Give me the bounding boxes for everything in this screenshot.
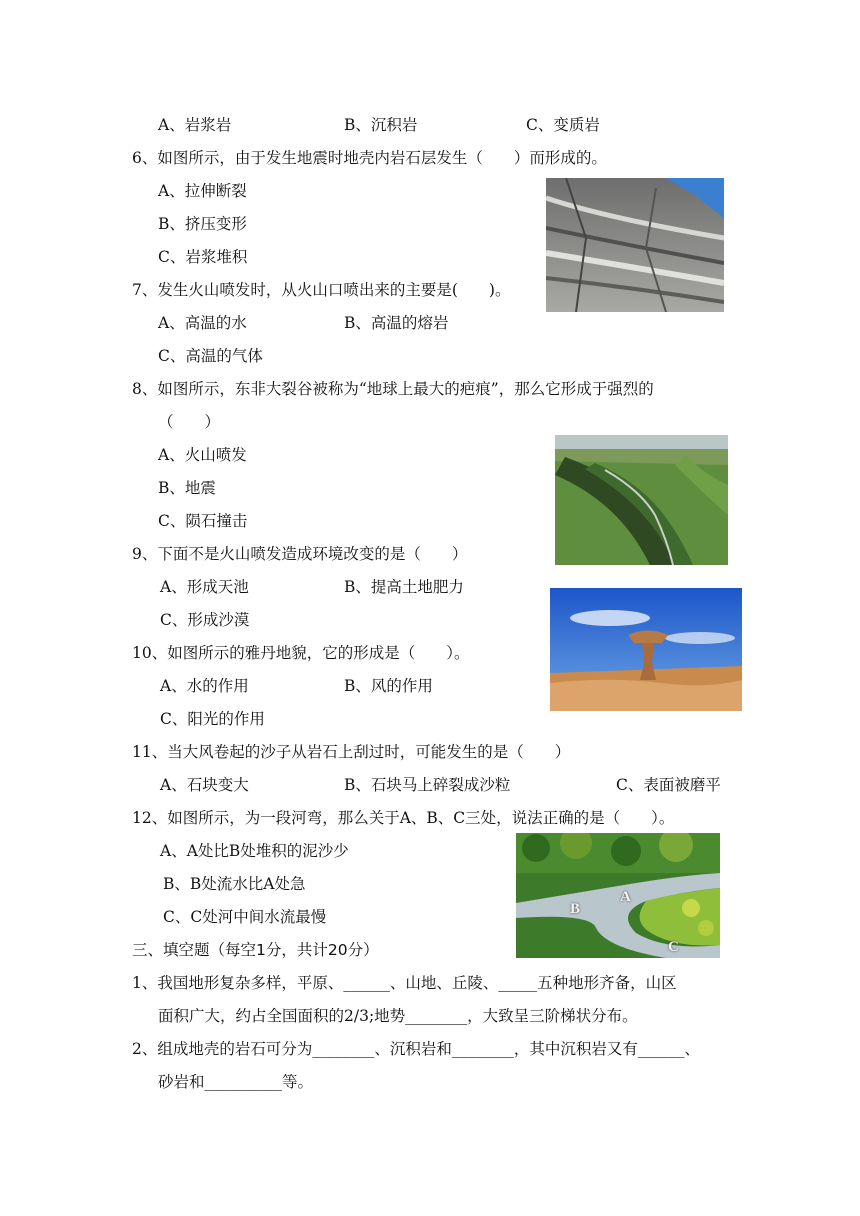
q6-option-b: B、挤压变形 bbox=[158, 215, 247, 233]
q5-option-c: C、变质岩 bbox=[526, 116, 600, 134]
q7-option-b: B、高温的熔岩 bbox=[344, 314, 449, 332]
q11-stem: 11、当大风卷起的沙子从岩石上刮过时，可能发生的是（ ） bbox=[132, 743, 571, 761]
q10-option-b: B、风的作用 bbox=[344, 677, 433, 695]
river-bend-photo bbox=[516, 833, 720, 958]
q5-option-b: B、沉积岩 bbox=[344, 116, 418, 134]
rock-strata-photo bbox=[546, 178, 724, 312]
q5-option-a: A、岩浆岩 bbox=[158, 116, 232, 134]
q12-stem: 12、如图所示，为一段河弯，那么关于A、B、C三处，说法正确的是（ ）。 bbox=[132, 809, 675, 827]
river-label-a: A bbox=[620, 889, 631, 905]
q11-option-b: B、石块马上碎裂成沙粒 bbox=[344, 776, 511, 794]
q9-option-a: A、形成天池 bbox=[160, 578, 249, 596]
q10-stem: 10、如图所示的雅丹地貌，它的形成是（ ）。 bbox=[132, 644, 470, 662]
q7-option-c: C、高温的气体 bbox=[158, 347, 263, 365]
yardang-landform-photo bbox=[550, 588, 742, 711]
q9-option-b: B、提高土地肥力 bbox=[344, 578, 464, 596]
q11-option-c: C、表面被磨平 bbox=[616, 776, 721, 794]
q6-option-c: C、岩浆堆积 bbox=[158, 248, 248, 266]
q10-option-a: A、水的作用 bbox=[160, 677, 249, 695]
fill1-line1: 1、我国地形复杂多样，平原、______、山地、丘陵、_____五种地形齐备，山区 bbox=[132, 974, 677, 992]
q12-option-b: B、B处流水比A处急 bbox=[163, 875, 306, 893]
section-3-title: 三、填空题（每空1分，共计20分） bbox=[132, 941, 379, 959]
rift-valley-photo bbox=[555, 435, 728, 565]
q12-option-c: C、C处河中间水流最慢 bbox=[163, 908, 327, 926]
q10-option-c: C、阳光的作用 bbox=[160, 710, 265, 728]
fill2-line1: 2、组成地壳的岩石可分为________、沉积岩和________，其中沉积岩又有______、 bbox=[132, 1040, 700, 1058]
q8-option-c: C、陨石撞击 bbox=[158, 512, 248, 530]
q8-stem-continued: （ ） bbox=[158, 413, 221, 431]
q8-option-b: B、地震 bbox=[158, 479, 216, 497]
q9-stem: 9、下面不是火山喷发造成环境改变的是（ ） bbox=[132, 545, 468, 563]
q6-option-a: A、拉伸断裂 bbox=[158, 182, 247, 200]
river-label-b: B bbox=[570, 901, 581, 917]
q7-stem: 7、发生火山喷发时，从火山口喷出来的主要是( )。 bbox=[132, 281, 511, 299]
q12-option-a: A、A处比B处堆积的泥沙少 bbox=[160, 842, 349, 860]
q8-stem: 8、如图所示，东非大裂谷被称为“地球上最大的疤痕”，那么它形成于强烈的 bbox=[132, 380, 654, 398]
river-label-c: C bbox=[668, 939, 679, 955]
q11-option-a: A、石块变大 bbox=[160, 776, 249, 794]
q8-option-a: A、火山喷发 bbox=[158, 446, 247, 464]
fill1-line2: 面积广大，约占全国面积的2/3;地势________，大致呈三阶梯状分布。 bbox=[158, 1007, 638, 1025]
q6-stem: 6、如图所示，由于发生地震时地壳内岩石层发生（ ）而形成的。 bbox=[132, 149, 607, 167]
q7-option-a: A、高温的水 bbox=[158, 314, 247, 332]
q9-option-c: C、形成沙漠 bbox=[160, 611, 250, 629]
fill2-line2: 砂岩和__________等。 bbox=[158, 1073, 314, 1091]
